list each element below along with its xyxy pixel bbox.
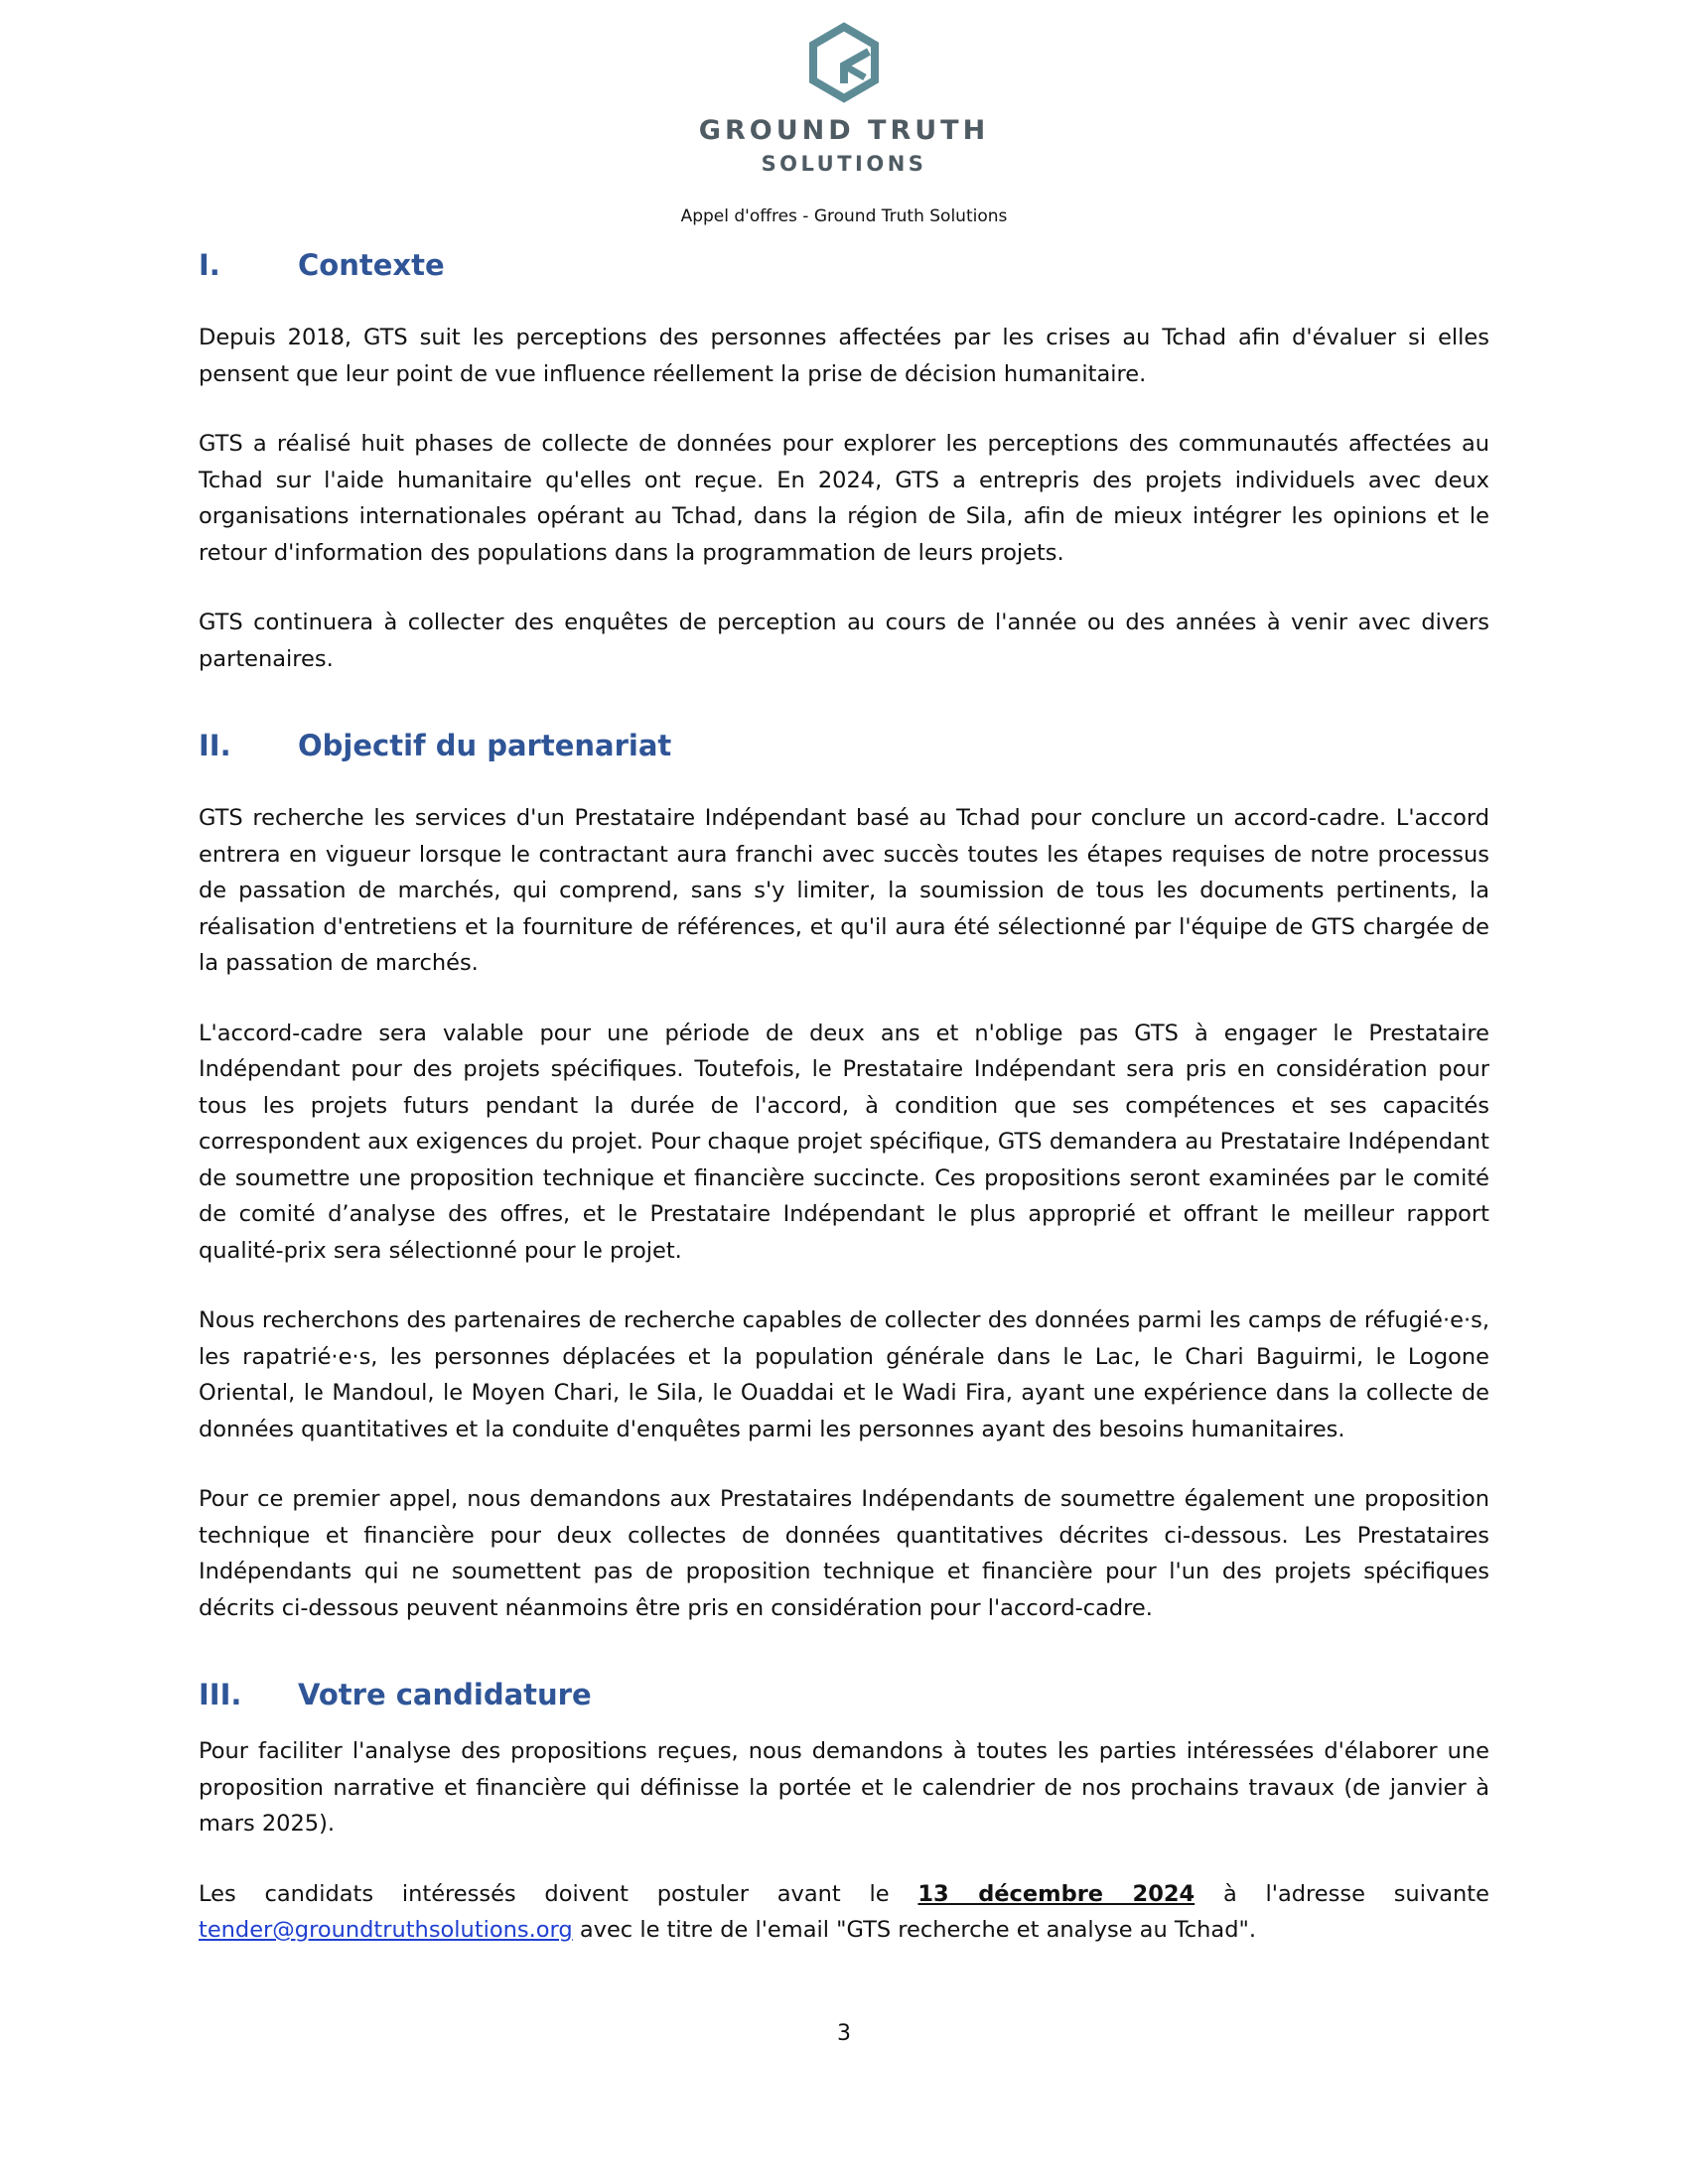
paragraph: GTS continuera à collecter des enquêtes de perception au cours de l'année ou des années à venir avec divers partenaires. [199, 610, 1489, 672]
paragraph: Pour ce premier appel, nous demandons aux Prestataires Indépendants de soumettre également une proposition technique et financière pour deux collectes de données quantitatives décrites ci-dessous. Les Prestataires Indépendants qui ne soumettent pas de proposition technique et financière pour l'un des projets spécifiques décrits ci-dessous peuvent néanmoins être pris en considération pour l'accord-cadre. [199, 1486, 1489, 1621]
application-text: avec le titre de l'email "GTS recherche et analyse au Tchad". [572, 1917, 1257, 1943]
section-number: III. [199, 1678, 242, 1711]
paragraph: L'accord-cadre sera valable pour une période de deux ans et n'oblige pas GTS à engager le Prestataire Indépendant pour des projets spécifiques. Toutefois, le Prestataire Indépendant sera pris en considération pour tous les projets futurs pendant la durée de l'accord, à condition que ses compétences et ses capacités correspondent aux exigences du projet. Pour chaque projet spécifique, GTS demandera au Prestataire Indépendant de soumettre une proposition technique et financière succincte. Ces propositions seront examinées par le comité de comité d’analyse des offres, et le Prestataire Indépendant le plus approprié et offrant le meilleur rapport qualité-prix sera sélectionné pour le projet. [199, 1020, 1489, 1264]
paragraph: Nous recherchons des partenaires de recherche capables de collecter des données parmi les camps de réfugié·e·s, les rapatrié·e·s, les personnes déplacées et la population générale dans le Lac, le Chari Baguirmi, le Logone Oriental, le Mandoul, le Moyen Chari, le Sila, le Ouaddai et le Wadi Fira, ayant une expérience dans la collecte de données quantitatives et la conduite d'enquêtes parmi les personnes ayant des besoins humanitaires. [199, 1307, 1489, 1442]
section-number: I. [199, 248, 220, 282]
header-note: Appel d'offres - Ground Truth Solutions [680, 206, 1008, 226]
application-paragraph [199, 1876, 1489, 1949]
section-objectif [199, 729, 1489, 1626]
paragraph: Pour faciliter l'analyse des propositions reçues, nous demandons à toutes les parties intéressées d'élaborer une proposition narrative et financière qui définisse la portée et le calendrier de nos prochains travaux (de janvier à mars 2025). [199, 1738, 1489, 1837]
paragraph: GTS a réalisé huit phases de collecte de données pour explorer les perceptions des communautés affectées au Tchad sur l'aide humanitaire qu'elles ont reçue. En 2024, GTS a entrepris des projets individuels avec deux organisations internationales opérant au Tchad, dans la région de Sila, afin de mieux intégrer les opinions et le retour d'information des populations dans la programmation de leurs projets. [199, 431, 1489, 566]
section-title: Contexte [298, 248, 445, 282]
paragraph: Depuis 2018, GTS suit les perceptions des personnes affectées par les crises au Tchad afin d'évaluer si elles pensent que leur point de vue influence réellement la prise de décision humanitaire. [199, 325, 1489, 387]
paragraph: GTS recherche les services d'un Prestataire Indépendant basé au Tchad pour conclure un accord-cadre. L'accord entrera en vigueur lorsque le contractant aura franchi avec succès toutes les étapes requises de notre processus de passation de marchés, qui comprend, sans s'y limiter, la soumission de tous les documents pertinents, la réalisation d'entretiens et la fourniture de références, et qu'il aura été sélectionné par l'équipe de GTS chargée de la passation de marchés. [199, 805, 1489, 976]
section-number: II. [199, 729, 231, 762]
email-link[interactable]: tender@groundtruthsolutions.org [199, 1917, 573, 1943]
section-heading [199, 248, 1489, 282]
section-candidature [199, 1678, 1489, 1949]
hexagon-g-logo-icon [807, 22, 881, 103]
application-text: à l'adresse suivante [1195, 1880, 1489, 1907]
logo-line-2: SOLUTIONS [761, 152, 927, 176]
page-number: 3 [837, 2021, 851, 2046]
section-heading [199, 1678, 1489, 1711]
section-heading [199, 729, 1489, 762]
section-title: Votre candidature [298, 1678, 592, 1711]
section-contexte [199, 248, 1489, 677]
application-text: Les candidats intéressés doivent postuler avant le [199, 1880, 918, 1907]
logo-line-1: GROUND TRUTH [698, 115, 990, 146]
deadline-date: 13 décembre 2024 [917, 1880, 1196, 1907]
section-title: Objectif du partenariat [298, 729, 672, 762]
document-body [199, 248, 1489, 1982]
logo [0, 22, 1688, 176]
